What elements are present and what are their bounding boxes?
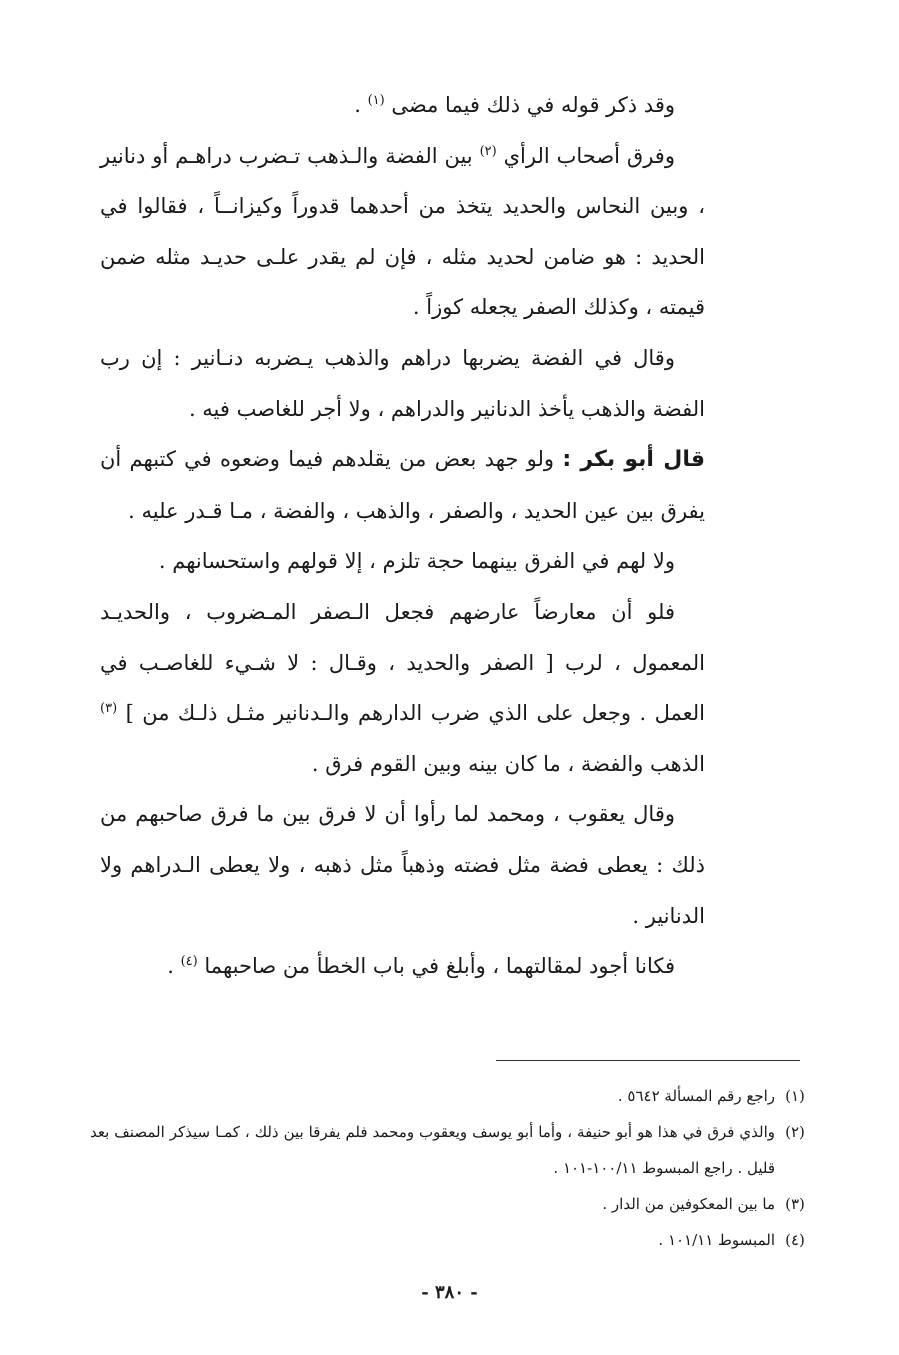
paragraph-end: . bbox=[354, 93, 368, 117]
paragraph-3: وقال في الفضة يضربها دراهم والذهب يـضربه دنـانير : إن رب الفضة والذهب يأخذ الدنانير والدراهم ، ولا أجر للغاصب فيه . bbox=[100, 345, 705, 421]
footnote-ref-1: (١) bbox=[367, 93, 385, 108]
paragraph-5: ولا لهم في الفرق بينهما حجة تلزم ، إلا قولهم واستحسانهم . bbox=[158, 549, 675, 574]
paragraph-6 bbox=[100, 587, 705, 789]
main-text bbox=[100, 80, 705, 992]
paragraph-1 bbox=[100, 80, 705, 131]
paragraph-8 bbox=[100, 941, 705, 992]
footnote-3 bbox=[90, 1186, 815, 1222]
footnote-text: راجع رقم المسألة ٥٦٤٢ . bbox=[617, 1087, 775, 1105]
footnote-ref-4: (٤) bbox=[180, 954, 198, 970]
footnote-2 bbox=[90, 1114, 815, 1186]
paragraph-end: . bbox=[167, 954, 181, 979]
footnote-text: والذي فرق في هذا هو أبو حنيفة ، وأما أبو يوسف ويعقوب ومحمد فلم يفرقا بين ذلك ، كمـا سيذكر المصنف بعد قليل . راجع المبسوط ١٠٠/١١-١٠١ . bbox=[90, 1123, 775, 1177]
paragraph-text: وقد ذكر قوله في ذلك فيما مضى bbox=[391, 93, 675, 117]
footnote-ref-3: (٣) bbox=[100, 701, 118, 717]
footnote-ref-2: (٢) bbox=[479, 143, 497, 159]
paragraph-7: وقال يعقوب ، ومحمد لما رأوا أن لا فرق بين ما فرق صاحبهم من ذلك : يعطى فضة مثل فضته وذهباً مثل ذهبه ، ولا يعطى الـدراهم ولا الدنانير . bbox=[100, 802, 705, 928]
footnotes bbox=[90, 1078, 815, 1258]
paragraph-text: بين الفضة والـذهب تـضرب دراهـم أو دنانير ، وبين النحاس والحديد يتخذ من أحدهما قدوراً وكيزانــاً ، فقالوا في الحديد : هو ضامن لحديد مثله ، فإن لم يقدر علـى حديـد مثله ضمن قيمته ، وكذلك الصفر يجعله كوزاً . bbox=[100, 143, 705, 320]
paragraph-text: فلو أن معارضاً عارضهم فجعل الـصفر المـضروب ، والحديـد المعمول ، لرب [ الصفر والحديد ، وقـال : لا شـيء للغاصـب في العمل . وجعل على الذي ضرب الدارهم والـدنانير مثـل ذلـك من ] bbox=[100, 599, 705, 726]
paragraph-text: ولو جهد بعض من يقلدهم فيما وضعوه في كتبهم أن يفرق بين عين الحديد ، والصفر ، والذهب ، والفضة ، مـا قـدر عليه . bbox=[100, 447, 705, 523]
footnote-number: (٤) bbox=[785, 1231, 805, 1249]
footnote-4 bbox=[90, 1222, 815, 1258]
paragraph-text: وفرق أصحاب الرأي bbox=[496, 143, 675, 168]
paragraph-2 bbox=[100, 131, 705, 333]
footnote-1 bbox=[90, 1078, 815, 1114]
paragraph-text: الذهب والفضة ، ما كان بينه وبين القوم فرق . bbox=[311, 751, 705, 776]
paragraph-4 bbox=[100, 434, 705, 536]
footnote-text: ما بين المعكوفين من الدار . bbox=[602, 1195, 775, 1213]
footnote-number: (٢) bbox=[785, 1123, 805, 1141]
footnote-number: (٣) bbox=[785, 1195, 805, 1213]
footnote-text: المبسوط ١٠١/١١ . bbox=[658, 1231, 775, 1249]
paragraph-text: فكانا أجود لمقالتهما ، وأبلغ في باب الخطأ من صاحبهما bbox=[197, 954, 675, 979]
author-attribution: قال أبو بكر : bbox=[562, 447, 705, 473]
page-number: - ٣٨٠ - bbox=[421, 1282, 478, 1303]
footnote-divider bbox=[496, 1060, 800, 1061]
footnote-number: (١) bbox=[785, 1087, 805, 1105]
